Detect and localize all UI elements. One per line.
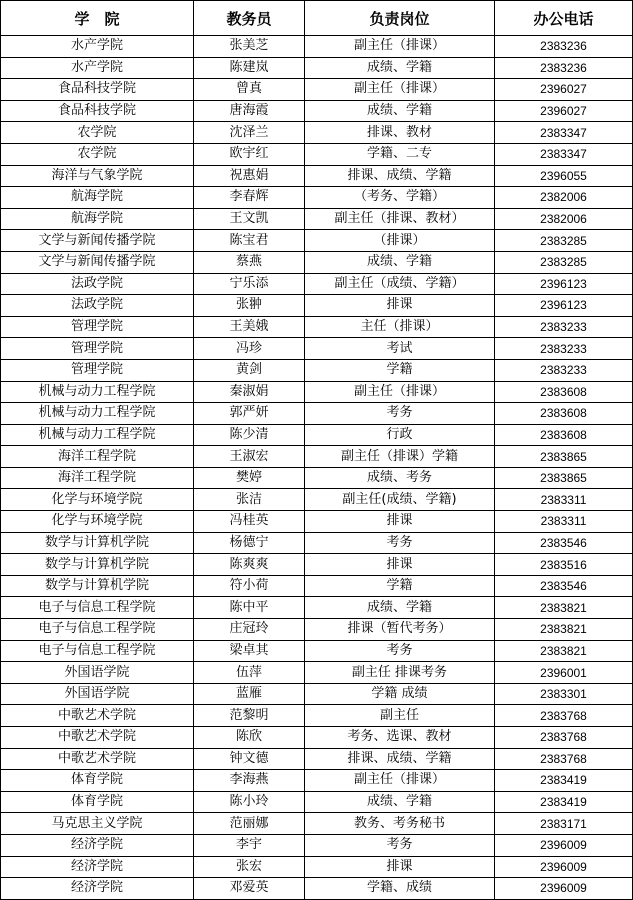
staff-cell: 范丽娜 [194, 813, 305, 835]
table-row [1, 403, 633, 425]
header-staff: 教务员 [194, 1, 305, 36]
phone-cell: 2383311 [495, 511, 633, 533]
duty-cell: （考务、学籍） [305, 187, 495, 209]
table-header-row [1, 1, 633, 36]
college-cell: 管理学院 [1, 359, 194, 381]
staff-cell: 曾真 [194, 79, 305, 101]
staff-cell: 杨德宁 [194, 532, 305, 554]
table-row [1, 316, 633, 338]
staff-cell: 王淑宏 [194, 446, 305, 468]
college-cell: 食品科技学院 [1, 79, 194, 101]
duty-cell: 行政 [305, 424, 495, 446]
staff-cell: 梁卓其 [194, 640, 305, 662]
duty-cell: 成绩、学籍 [305, 597, 495, 619]
duty-cell: 学籍 [305, 575, 495, 597]
staff-cell: 邓爱英 [194, 878, 305, 900]
college-cell: 外国语学院 [1, 683, 194, 705]
phone-cell: 2383821 [495, 597, 633, 619]
table-row [1, 36, 633, 58]
table-row [1, 338, 633, 360]
college-cell: 航海学院 [1, 208, 194, 230]
phone-cell: 2396001 [495, 662, 633, 684]
college-cell: 体育学院 [1, 791, 194, 813]
college-cell: 电子与信息工程学院 [1, 640, 194, 662]
table-row [1, 748, 633, 770]
staff-cell: 陈建岚 [194, 57, 305, 79]
staff-cell: 樊婷 [194, 467, 305, 489]
college-cell: 机械与动力工程学院 [1, 381, 194, 403]
phone-cell: 2383608 [495, 381, 633, 403]
table-row [1, 683, 633, 705]
staff-cell: 张美芝 [194, 36, 305, 58]
table-row [1, 467, 633, 489]
phone-cell: 2383865 [495, 467, 633, 489]
table-row [1, 251, 633, 273]
table-row [1, 143, 633, 165]
phone-cell: 2382006 [495, 187, 633, 209]
staff-cell: 范黎明 [194, 705, 305, 727]
phone-cell: 2383236 [495, 57, 633, 79]
duty-cell: 考务 [305, 403, 495, 425]
college-cell: 中歌艺术学院 [1, 705, 194, 727]
phone-cell: 2383865 [495, 446, 633, 468]
phone-cell: 2383768 [495, 727, 633, 749]
duty-cell: （排课） [305, 230, 495, 252]
phone-cell: 2383516 [495, 554, 633, 576]
phone-cell: 2383233 [495, 338, 633, 360]
phone-cell: 2396027 [495, 100, 633, 122]
phone-cell: 2383285 [495, 230, 633, 252]
college-cell: 农学院 [1, 143, 194, 165]
table-row [1, 79, 633, 101]
staff-cell: 陈中平 [194, 597, 305, 619]
college-cell: 电子与信息工程学院 [1, 597, 194, 619]
duty-cell: 主任（排课） [305, 316, 495, 338]
college-cell: 中歌艺术学院 [1, 727, 194, 749]
staff-cell: 陈小玲 [194, 791, 305, 813]
staff-cell: 庄冠玲 [194, 619, 305, 641]
duty-cell: 排课 [305, 856, 495, 878]
staff-cell: 冯珍 [194, 338, 305, 360]
college-cell: 管理学院 [1, 316, 194, 338]
table-row [1, 100, 633, 122]
table-row [1, 230, 633, 252]
staff-cell: 蓝雁 [194, 683, 305, 705]
phone-cell: 2396123 [495, 273, 633, 295]
staff-cell: 李海燕 [194, 770, 305, 792]
college-cell: 海洋工程学院 [1, 467, 194, 489]
phone-cell: 2383608 [495, 424, 633, 446]
staff-cell: 王美娥 [194, 316, 305, 338]
duty-cell: 排课、成绩、学籍 [305, 748, 495, 770]
phone-cell: 2383546 [495, 575, 633, 597]
phone-cell: 2383233 [495, 316, 633, 338]
duty-cell: 考务 [305, 532, 495, 554]
duty-cell: 成绩、考务 [305, 467, 495, 489]
college-cell: 中歌艺术学院 [1, 748, 194, 770]
table-row [1, 511, 633, 533]
duty-cell: 副主任（排课、教材） [305, 208, 495, 230]
college-cell: 经济学院 [1, 856, 194, 878]
college-cell: 数学与计算机学院 [1, 575, 194, 597]
phone-cell: 2396009 [495, 878, 633, 900]
college-cell: 电子与信息工程学院 [1, 619, 194, 641]
header-college: 学 院 [1, 1, 194, 36]
table-row [1, 208, 633, 230]
duty-cell: 成绩、学籍 [305, 251, 495, 273]
phone-cell: 2383347 [495, 143, 633, 165]
table-row [1, 554, 633, 576]
table-row [1, 446, 633, 468]
staff-cell: 欧宇红 [194, 143, 305, 165]
table-row [1, 791, 633, 813]
college-cell: 法政学院 [1, 295, 194, 317]
staff-cell: 祝惠娟 [194, 165, 305, 187]
duty-cell: 学籍、成绩 [305, 878, 495, 900]
duty-cell: 副主任（排课） [305, 36, 495, 58]
college-cell: 化学与环境学院 [1, 511, 194, 533]
duty-cell: 副主任 排课考务 [305, 662, 495, 684]
college-cell: 数学与计算机学院 [1, 532, 194, 554]
phone-cell: 2383311 [495, 489, 633, 511]
duty-cell: 考务 [305, 834, 495, 856]
phone-cell: 2383768 [495, 705, 633, 727]
table-row [1, 122, 633, 144]
phone-cell: 2396009 [495, 834, 633, 856]
duty-cell: 副主任(成绩、学籍) [305, 489, 495, 511]
table-row [1, 273, 633, 295]
duty-cell: 排课 [305, 511, 495, 533]
table-row [1, 295, 633, 317]
phone-cell: 2383171 [495, 813, 633, 835]
table-row [1, 878, 633, 900]
college-cell: 化学与环境学院 [1, 489, 194, 511]
phone-cell: 2383608 [495, 403, 633, 425]
phone-cell: 2383285 [495, 251, 633, 273]
table-row [1, 770, 633, 792]
duty-cell: 教务、考务秘书 [305, 813, 495, 835]
college-cell: 管理学院 [1, 338, 194, 360]
duty-cell: 成绩、学籍 [305, 791, 495, 813]
college-cell: 经济学院 [1, 878, 194, 900]
duty-cell: 成绩、学籍 [305, 100, 495, 122]
phone-cell: 2383546 [495, 532, 633, 554]
duty-cell: 排课、成绩、学籍 [305, 165, 495, 187]
phone-cell: 2396123 [495, 295, 633, 317]
duty-cell: 学籍、二专 [305, 143, 495, 165]
staff-cell: 秦淑娟 [194, 381, 305, 403]
phone-cell: 2396027 [495, 79, 633, 101]
staff-cell: 符小荷 [194, 575, 305, 597]
duty-cell: 考试 [305, 338, 495, 360]
table-row [1, 532, 633, 554]
phone-cell: 2383821 [495, 619, 633, 641]
staff-cell: 钟文德 [194, 748, 305, 770]
staff-cell: 张洁 [194, 489, 305, 511]
phone-cell: 2383236 [495, 36, 633, 58]
college-cell: 机械与动力工程学院 [1, 403, 194, 425]
duty-cell: 成绩、学籍 [305, 57, 495, 79]
duty-cell: 副主任（排课） [305, 79, 495, 101]
duty-cell: 考务、选课、教材 [305, 727, 495, 749]
table-row [1, 187, 633, 209]
phone-cell: 2396055 [495, 165, 633, 187]
college-cell: 海洋与气象学院 [1, 165, 194, 187]
staff-cell: 陈宝君 [194, 230, 305, 252]
staff-cell: 陈欣 [194, 727, 305, 749]
phone-cell: 2383419 [495, 770, 633, 792]
staff-cell: 李宇 [194, 834, 305, 856]
staff-cell: 蔡燕 [194, 251, 305, 273]
college-cell: 机械与动力工程学院 [1, 424, 194, 446]
duty-cell: 副主任（成绩、学籍） [305, 273, 495, 295]
college-cell: 食品科技学院 [1, 100, 194, 122]
table-row [1, 834, 633, 856]
table-row [1, 57, 633, 79]
table-row [1, 727, 633, 749]
phone-cell: 2383768 [495, 748, 633, 770]
duty-cell: 排课 [305, 295, 495, 317]
duty-cell: 考务 [305, 640, 495, 662]
staff-cell: 李春辉 [194, 187, 305, 209]
duty-cell: 副主任（排课）学籍 [305, 446, 495, 468]
table-row [1, 597, 633, 619]
staff-cell: 宁乐添 [194, 273, 305, 295]
duty-cell: 学籍 成绩 [305, 683, 495, 705]
staff-cell: 沈泽兰 [194, 122, 305, 144]
staff-cell: 唐海霞 [194, 100, 305, 122]
college-cell: 航海学院 [1, 187, 194, 209]
college-cell: 农学院 [1, 122, 194, 144]
staff-cell: 冯桂英 [194, 511, 305, 533]
college-cell: 文学与新闻传播学院 [1, 251, 194, 273]
staff-cell: 陈少清 [194, 424, 305, 446]
phone-cell: 2383347 [495, 122, 633, 144]
college-cell: 经济学院 [1, 834, 194, 856]
staff-cell: 郭严妍 [194, 403, 305, 425]
college-cell: 体育学院 [1, 770, 194, 792]
table-row [1, 381, 633, 403]
table-row [1, 489, 633, 511]
duty-cell: 排课、教材 [305, 122, 495, 144]
table-row [1, 165, 633, 187]
table-row [1, 705, 633, 727]
table-row [1, 359, 633, 381]
college-cell: 水产学院 [1, 36, 194, 58]
phone-cell: 2396009 [495, 856, 633, 878]
college-cell: 海洋工程学院 [1, 446, 194, 468]
table-row [1, 424, 633, 446]
table-row [1, 856, 633, 878]
college-cell: 法政学院 [1, 273, 194, 295]
phone-cell: 2383301 [495, 683, 633, 705]
header-duty: 负责岗位 [305, 1, 495, 36]
staff-cell: 王文凯 [194, 208, 305, 230]
table-row [1, 662, 633, 684]
table-row [1, 575, 633, 597]
duty-cell: 排课（暂代考务） [305, 619, 495, 641]
phone-cell: 2383419 [495, 791, 633, 813]
college-cell: 外国语学院 [1, 662, 194, 684]
table-body [1, 36, 633, 900]
staff-cell: 陈爽爽 [194, 554, 305, 576]
phone-cell: 2382006 [495, 208, 633, 230]
college-cell: 文学与新闻传播学院 [1, 230, 194, 252]
table-row [1, 619, 633, 641]
staff-cell: 黄剑 [194, 359, 305, 381]
college-cell: 马克思主义学院 [1, 813, 194, 835]
table-row [1, 813, 633, 835]
phone-cell: 2383821 [495, 640, 633, 662]
duty-cell: 副主任 [305, 705, 495, 727]
duty-cell: 学籍 [305, 359, 495, 381]
phone-cell: 2383233 [495, 359, 633, 381]
table-row [1, 640, 633, 662]
college-cell: 水产学院 [1, 57, 194, 79]
header-phone: 办公电话 [495, 1, 633, 36]
college-cell: 数学与计算机学院 [1, 554, 194, 576]
staff-cell: 张宏 [194, 856, 305, 878]
staff-cell: 张翀 [194, 295, 305, 317]
duty-cell: 副主任（排课） [305, 381, 495, 403]
duty-cell: 副主任（排课） [305, 770, 495, 792]
duty-cell: 排课 [305, 554, 495, 576]
staff-cell: 伍萍 [194, 662, 305, 684]
